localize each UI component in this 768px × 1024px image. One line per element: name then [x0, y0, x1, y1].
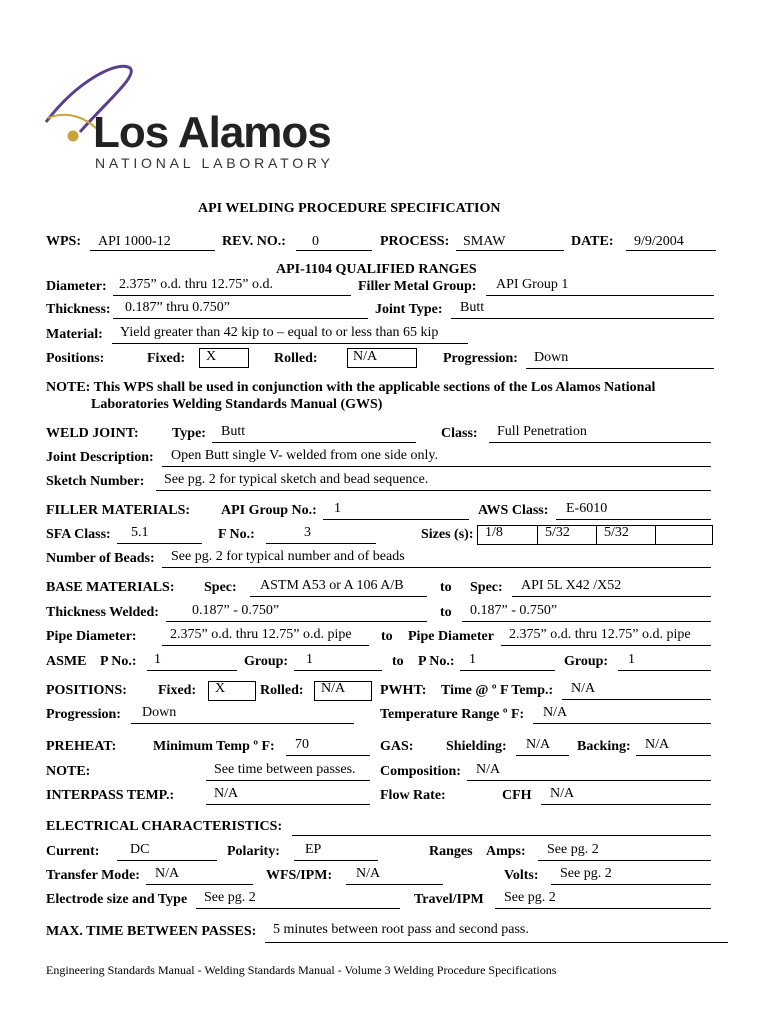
wfs-ipm-label: WFS/IPM:	[266, 868, 333, 883]
group-2-label: Group:	[564, 654, 609, 669]
group-1-label: Group:	[244, 654, 289, 669]
positions-section-label: POSITIONS:	[46, 683, 127, 698]
max-time-value: 5 minutes between root pass and second pass.	[273, 922, 529, 937]
process-label: PROCESS:	[380, 234, 450, 249]
group-1-value: 1	[306, 652, 313, 667]
rev-value: 0	[312, 234, 319, 249]
p-no-2-value: 1	[469, 652, 476, 667]
type-label: Type:	[172, 426, 206, 441]
wps-label: WPS:	[46, 234, 81, 249]
polarity-label: Polarity:	[227, 844, 280, 859]
base-materials-label: BASE MATERIALS:	[46, 580, 175, 595]
amps-value: See pg. 2	[547, 842, 599, 857]
travel-ipm-label: Travel/IPM	[414, 892, 484, 907]
footer: Engineering Standards Manual - Welding Standards Manual - Volume 3 Welding Procedure Specifications	[46, 963, 557, 977]
pipe-diameter-label: Pipe Diameter:	[46, 629, 137, 644]
preheat-note-value: See time between passes.	[214, 762, 356, 777]
shielding-value: N/A	[526, 737, 551, 752]
travel-ipm-value: See pg. 2	[504, 890, 556, 905]
sizes-label: Sizes (s):	[421, 527, 474, 542]
max-time-label: MAX. TIME BETWEEN PASSES:	[46, 924, 257, 939]
current-value: DC	[130, 842, 150, 857]
to-label-2: to	[440, 605, 452, 620]
electrical-label: ELECTRICAL CHARACTERISTICS:	[46, 819, 283, 834]
thickness-welded-label: Thickness Welded:	[46, 605, 159, 620]
preheat-label: PREHEAT:	[46, 739, 117, 754]
aws-class-value: E-6010	[566, 501, 608, 516]
joint-type-label: Joint Type:	[375, 302, 443, 317]
min-temp-value: 70	[295, 737, 309, 752]
transfer-mode-value: N/A	[155, 866, 180, 881]
thickness-value: 0.187” thru 0.750”	[125, 300, 230, 315]
fixed-value: X	[206, 349, 217, 364]
time-temp-value: N/A	[571, 681, 596, 696]
preheat-note-label: NOTE:	[46, 764, 91, 779]
material-label: Material:	[46, 327, 103, 342]
date-label: DATE:	[571, 234, 614, 249]
joint-description-value: Open Butt single V- welded from one side only.	[171, 448, 439, 463]
sketch-number-value: See pg. 2 for typical sketch and bead sequence.	[164, 472, 429, 487]
gas-label: GAS:	[380, 739, 414, 754]
sizes-box	[477, 525, 713, 545]
min-temp-label: Minimum Temp º F:	[153, 739, 275, 754]
progression-value: Down	[534, 350, 569, 365]
wps-value: API 1000-12	[98, 234, 171, 249]
interpass-temp-label: INTERPASS TEMP.:	[46, 788, 175, 803]
positions-label: Positions:	[46, 351, 105, 366]
thickness-welded-2: 0.187” - 0.750”	[470, 603, 558, 618]
polarity-value: EP	[305, 842, 322, 857]
joint-description-label: Joint Description:	[46, 450, 154, 465]
page-title: API WELDING PROCEDURE SPECIFICATION	[198, 201, 501, 216]
to-label-4: to	[392, 654, 404, 669]
positions-progression-value: Down	[142, 705, 177, 720]
logo-subtitle: NATIONAL LABORATORY	[95, 155, 334, 171]
api-group-label: API Group No.:	[221, 503, 317, 518]
f-no-value: 3	[304, 525, 311, 540]
interpass-temp-value: N/A	[214, 786, 239, 801]
filler-materials-label: FILLER MATERIALS:	[46, 503, 191, 518]
thickness-welded-1: 0.187” - 0.750”	[192, 603, 280, 618]
composition-value: N/A	[476, 762, 501, 777]
size-3: 5/32	[604, 525, 629, 540]
class-label: Class:	[441, 426, 478, 441]
pwht-label: PWHT:	[380, 683, 427, 698]
p-no-1-label: P No.:	[100, 654, 137, 669]
note-line-2: Laboratories Welding Standards Manual (GWS)	[91, 397, 383, 412]
type-value: Butt	[221, 424, 246, 439]
electrode-label: Electrode size and Type	[46, 892, 188, 907]
wfs-ipm-value: N/A	[356, 866, 381, 881]
backing-value: N/A	[645, 737, 670, 752]
spec-2-label: Spec:	[470, 580, 503, 595]
group-2-value: 1	[628, 652, 635, 667]
positions-rolled-label: Rolled:	[260, 683, 304, 698]
note-line-1: NOTE: This WPS shall be used in conjunction with the applicable sections of the Los Alamos National	[46, 380, 656, 395]
number-of-beads-value: See pg. 2 for typical number and of beads	[171, 549, 405, 564]
backing-label: Backing:	[577, 739, 631, 754]
joint-type-value: Butt	[460, 300, 485, 315]
date-value: 9/9/2004	[634, 234, 684, 249]
spec-1-value: ASTM A53 or A 106 A/B	[260, 578, 404, 593]
progression-label: Progression:	[443, 351, 518, 366]
volts-value: See pg. 2	[560, 866, 612, 881]
p-no-1-value: 1	[154, 652, 161, 667]
fixed-label: Fixed:	[147, 351, 186, 366]
to-label-3: to	[381, 629, 393, 644]
sfa-class-label: SFA Class:	[46, 527, 111, 542]
temperature-range-label: Temperature Range º F:	[380, 707, 525, 722]
electrode-value: See pg. 2	[204, 890, 256, 905]
sketch-number-label: Sketch Number:	[46, 474, 145, 489]
to-label-1: to	[440, 580, 452, 595]
amps-label: Amps:	[486, 844, 526, 859]
positions-progression-label: Progression:	[46, 707, 121, 722]
composition-label: Composition:	[380, 764, 461, 779]
rolled-value: N/A	[353, 349, 378, 364]
pipe-diameter-2: 2.375” o.d. thru 12.75” o.d. pipe	[509, 627, 691, 642]
thickness-label: Thickness:	[46, 302, 111, 317]
flow-rate-value: N/A	[550, 786, 575, 801]
time-temp-label: Time @ º F Temp.:	[441, 683, 554, 698]
qualified-ranges-heading: API-1104 QUALIFIED RANGES	[276, 262, 477, 277]
weld-joint-label: WELD JOINT:	[46, 426, 139, 441]
size-1: 1/8	[485, 525, 503, 540]
rolled-label: Rolled:	[274, 351, 318, 366]
temperature-range-value: N/A	[543, 705, 568, 720]
volts-label: Volts:	[504, 868, 539, 883]
diameter-label: Diameter:	[46, 279, 107, 294]
ranges-label: Ranges	[429, 844, 473, 859]
spec-2-value: API 5L X42 /X52	[521, 578, 622, 593]
aws-class-label: AWS Class:	[478, 503, 549, 518]
spec-1-label: Spec:	[204, 580, 237, 595]
filler-group-label: Filler Metal Group:	[358, 279, 477, 294]
shielding-label: Shielding:	[446, 739, 507, 754]
logo-name: Los Alamos	[93, 108, 331, 157]
p-no-2-label: P No.:	[418, 654, 455, 669]
process-value: SMAW	[463, 234, 506, 249]
positions-rolled-value: N/A	[321, 681, 346, 696]
pipe-diameter-1: 2.375” o.d. thru 12.75” o.d. pipe	[170, 627, 352, 642]
diameter-value: 2.375” o.d. thru 12.75” o.d.	[119, 277, 273, 292]
number-of-beads-label: Number of Beads:	[46, 551, 155, 566]
filler-group-value: API Group 1	[496, 277, 569, 292]
sfa-class-value: 5.1	[131, 525, 149, 540]
pipe-diameter-2-label: Pipe Diameter	[408, 629, 494, 644]
cfh-label: CFH	[502, 788, 532, 803]
current-label: Current:	[46, 844, 100, 859]
api-group-value: 1	[334, 501, 341, 516]
flow-rate-label: Flow Rate:	[380, 788, 446, 803]
rev-label: REV. NO.:	[222, 234, 286, 249]
f-no-label: F No.:	[218, 527, 255, 542]
size-2: 5/32	[545, 525, 570, 540]
asme-label: ASME	[46, 654, 87, 669]
material-value: Yield greater than 42 kip to – equal to or less than 65 kip	[120, 325, 439, 340]
transfer-mode-label: Transfer Mode:	[46, 868, 140, 883]
positions-fixed-label: Fixed:	[158, 683, 197, 698]
class-value: Full Penetration	[497, 424, 587, 439]
positions-fixed-value: X	[215, 681, 226, 696]
